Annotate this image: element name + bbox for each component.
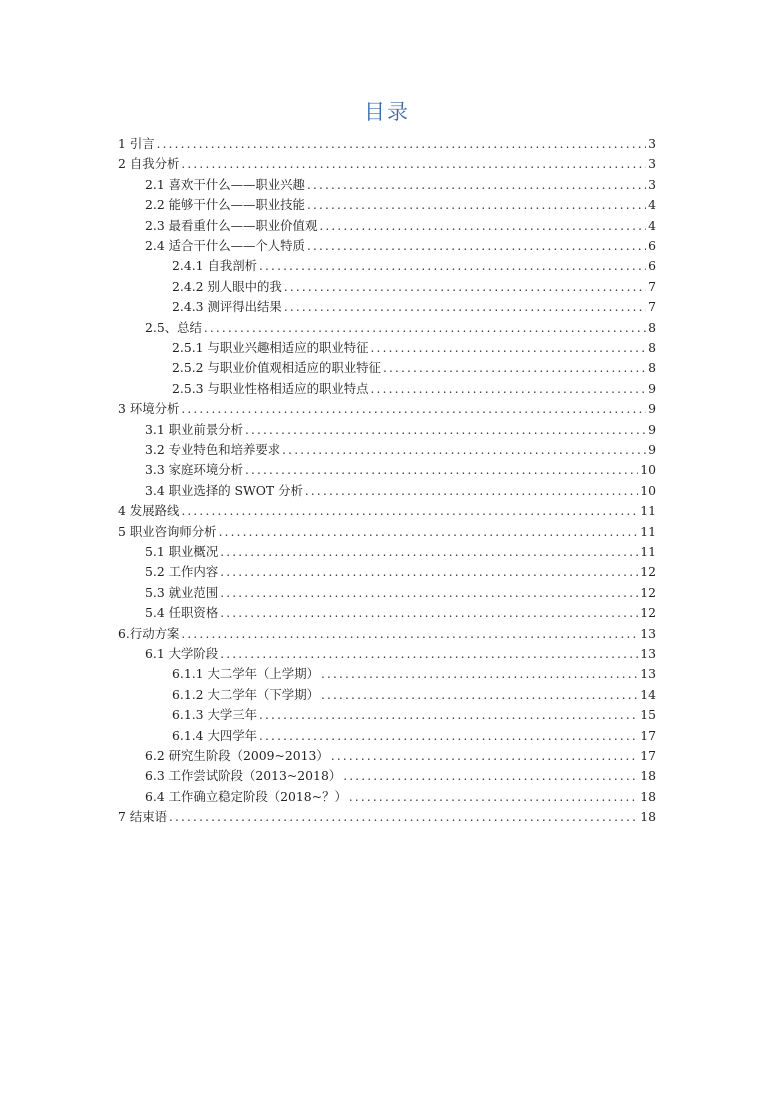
toc-entry[interactable] — [145, 583, 656, 603]
toc-entry[interactable] — [172, 379, 656, 399]
toc-page-number: 12 — [640, 605, 656, 621]
toc-entry-title: 3.4 职业选择的 SWOT 分析 — [145, 482, 303, 498]
toc-dot-leader — [321, 664, 638, 684]
toc-entry[interactable] — [145, 644, 656, 664]
toc-entry-title: 6.1.3 大学三年 — [172, 707, 258, 723]
toc-entry[interactable] — [118, 134, 656, 154]
toc-page-number: 6 — [648, 238, 656, 253]
toc-entry-title: 3.1 职业前景分析 — [145, 421, 243, 437]
toc-entry-title: 5.4 任职资格 — [145, 605, 219, 621]
toc-entry[interactable] — [145, 236, 656, 256]
toc-page-number: 9 — [648, 401, 656, 417]
toc-page-number: 17 — [640, 748, 656, 763]
toc-entry[interactable] — [145, 175, 656, 195]
toc-page-number: 12 — [640, 564, 656, 580]
toc-entry-title: 3.2 专业特色和培养要求 — [145, 442, 281, 457]
toc-dot-leader — [220, 542, 638, 562]
toc-entry[interactable] — [172, 358, 656, 378]
toc-page-number: 18 — [640, 768, 656, 784]
toc-entry-title: 6.1.4 大四学年 — [172, 727, 258, 743]
toc-page-number: 12 — [640, 584, 656, 600]
toc-page-number: 4 — [648, 217, 656, 233]
toc-entry[interactable] — [145, 542, 656, 562]
toc-page-number: 9 — [648, 442, 656, 457]
toc-entry[interactable] — [172, 277, 656, 297]
toc-entry-title: 2.3 最看重什么——职业价值观 — [145, 217, 318, 233]
toc-page-number: 8 — [648, 360, 656, 376]
toc-entry[interactable] — [145, 318, 656, 338]
toc-dot-leader — [371, 338, 647, 358]
toc-dot-leader — [220, 603, 638, 623]
toc-dot-leader — [307, 175, 646, 195]
toc-page-number: 11 — [640, 544, 656, 559]
toc-page-number: 13 — [640, 625, 656, 641]
toc-page-number: 10 — [640, 462, 656, 478]
toc-dot-leader — [204, 318, 646, 338]
toc-entry-title: 6.2 研究生阶段（2009~2013） — [145, 748, 329, 763]
toc-entry-title: 6.3 工作尝试阶段（2013~2018） — [145, 768, 342, 784]
toc-entry[interactable] — [118, 807, 656, 827]
toc-entry[interactable] — [118, 154, 656, 174]
toc-entry-title: 6.1.2 大二学年（下学期） — [172, 686, 319, 702]
toc-entry-title: 3.3 家庭环境分析 — [145, 462, 243, 478]
toc-entry-title: 2.5.1 与职业兴趣相适应的职业特征 — [172, 340, 369, 355]
toc-page-number: 14 — [640, 686, 656, 702]
toc-entry[interactable] — [145, 603, 656, 623]
toc-page-number: 17 — [640, 727, 656, 743]
toc-dot-leader — [305, 481, 638, 501]
toc-entry[interactable] — [145, 420, 656, 440]
toc-dot-leader — [284, 277, 646, 297]
toc-page-number: 8 — [648, 319, 656, 335]
toc-entry-title: 2.5.3 与职业性格相适应的职业特点 — [172, 380, 369, 396]
toc-dot-leader — [220, 562, 638, 582]
toc-entry[interactable] — [172, 726, 656, 746]
toc-dot-leader — [181, 501, 638, 521]
toc-title: 目录 — [364, 100, 410, 124]
toc-entry[interactable] — [118, 522, 656, 542]
toc-entry-title: 6.1 大学阶段 — [145, 646, 219, 661]
toc-dot-leader — [331, 746, 638, 766]
toc-entry-title: 4 发展路线 — [118, 503, 180, 519]
toc-page-number: 7 — [648, 299, 656, 315]
toc-entry-title: 5.3 就业范围 — [145, 584, 219, 600]
toc-entry-title: 2.1 喜欢干什么——职业兴趣 — [145, 176, 305, 192]
toc-entry[interactable] — [145, 195, 656, 215]
toc-dot-leader — [284, 297, 646, 317]
toc-page-number: 11 — [640, 523, 656, 539]
toc-dot-leader — [319, 216, 646, 236]
toc-entry-title: 6.1.1 大二学年（上学期） — [172, 666, 319, 682]
toc-page-number: 10 — [640, 482, 656, 498]
toc-dot-leader — [181, 624, 638, 644]
toc-dot-leader — [259, 256, 646, 276]
toc-page-number: 13 — [640, 646, 656, 661]
toc-entry-title: 2.5、总结 — [145, 319, 202, 335]
toc-entry-title: 5.2 工作内容 — [145, 564, 219, 580]
toc-entry[interactable] — [118, 624, 656, 644]
toc-entry[interactable] — [172, 705, 656, 725]
toc-dot-leader — [343, 766, 638, 786]
toc-dot-leader — [282, 440, 646, 460]
toc-entry-title: 2.4.1 自我剖析 — [172, 258, 258, 274]
toc-entry[interactable] — [145, 787, 656, 807]
toc-dot-leader — [181, 399, 646, 419]
toc-dot-leader — [307, 195, 646, 215]
toc-dot-leader — [349, 787, 638, 807]
toc-page-number: 3 — [648, 156, 656, 172]
toc-entry[interactable] — [145, 460, 656, 480]
toc-entry[interactable] — [172, 685, 656, 705]
toc-entry-title: 6.4 工作确立稳定阶段（2018~？） — [145, 788, 347, 804]
toc-entry-title: 1 引言 — [118, 136, 155, 151]
toc-entry[interactable] — [145, 746, 656, 766]
toc-page-number: 9 — [648, 421, 656, 437]
toc-entry-title: 3 环境分析 — [118, 401, 180, 417]
toc-dot-leader — [181, 154, 646, 174]
toc-page-number: 3 — [648, 176, 656, 192]
toc-entry-title: 2.5.2 与职业价值观相适应的职业特征 — [172, 360, 381, 376]
toc-page-number: 7 — [648, 278, 656, 294]
toc-entry[interactable] — [145, 562, 656, 582]
toc-entry[interactable] — [172, 297, 656, 317]
toc-entry[interactable] — [145, 766, 656, 786]
toc-page-number: 13 — [640, 666, 656, 682]
toc-dot-leader — [220, 644, 638, 664]
toc-page-number: 9 — [648, 380, 656, 396]
toc-page-number: 8 — [648, 340, 656, 355]
toc-entry-title: 2.2 能够干什么——职业技能 — [145, 197, 305, 213]
toc-dot-leader — [321, 685, 638, 705]
toc-dot-leader — [259, 705, 638, 725]
toc-entry-title: 5.1 职业概况 — [145, 544, 219, 559]
toc-page-number: 6 — [648, 258, 656, 274]
toc-page-number: 15 — [640, 707, 656, 723]
toc-entry[interactable] — [145, 216, 656, 236]
toc-dot-leader — [245, 420, 646, 440]
toc-dot-leader — [157, 134, 647, 154]
toc-dot-leader — [169, 807, 638, 827]
toc-entry-title: 2 自我分析 — [118, 156, 180, 172]
toc-entry-title: 2.4.2 别人眼中的我 — [172, 278, 282, 294]
toc-dot-leader — [307, 236, 646, 256]
toc-entry[interactable] — [172, 664, 656, 684]
toc-dot-leader — [219, 522, 639, 542]
toc-entry-title: 2.4 适合干什么——个人特质 — [145, 238, 305, 253]
toc-dot-leader — [383, 358, 646, 378]
toc-entry[interactable] — [118, 399, 656, 419]
toc-dot-leader — [371, 379, 647, 399]
toc-entry-title: 2.4.3 测评得出结果 — [172, 299, 282, 315]
toc-entry-title: 6.行动方案 — [118, 625, 180, 641]
toc-page-number: 18 — [640, 809, 656, 825]
toc-entry[interactable] — [145, 440, 656, 460]
toc-entry-title: 7 结束语 — [118, 809, 167, 825]
toc-entry[interactable] — [172, 256, 656, 276]
toc-page-number: 3 — [648, 136, 656, 151]
toc-entry[interactable] — [172, 338, 656, 358]
toc-page-number: 18 — [640, 788, 656, 804]
toc-dot-leader — [259, 726, 638, 746]
toc-entry-title: 5 职业咨询师分析 — [118, 523, 217, 539]
toc-entry[interactable] — [145, 481, 656, 501]
toc-entry[interactable] — [118, 501, 656, 521]
toc-dot-leader — [220, 583, 638, 603]
toc-page-number: 11 — [640, 503, 656, 519]
toc-dot-leader — [245, 460, 638, 480]
toc-page-number: 4 — [648, 197, 656, 213]
